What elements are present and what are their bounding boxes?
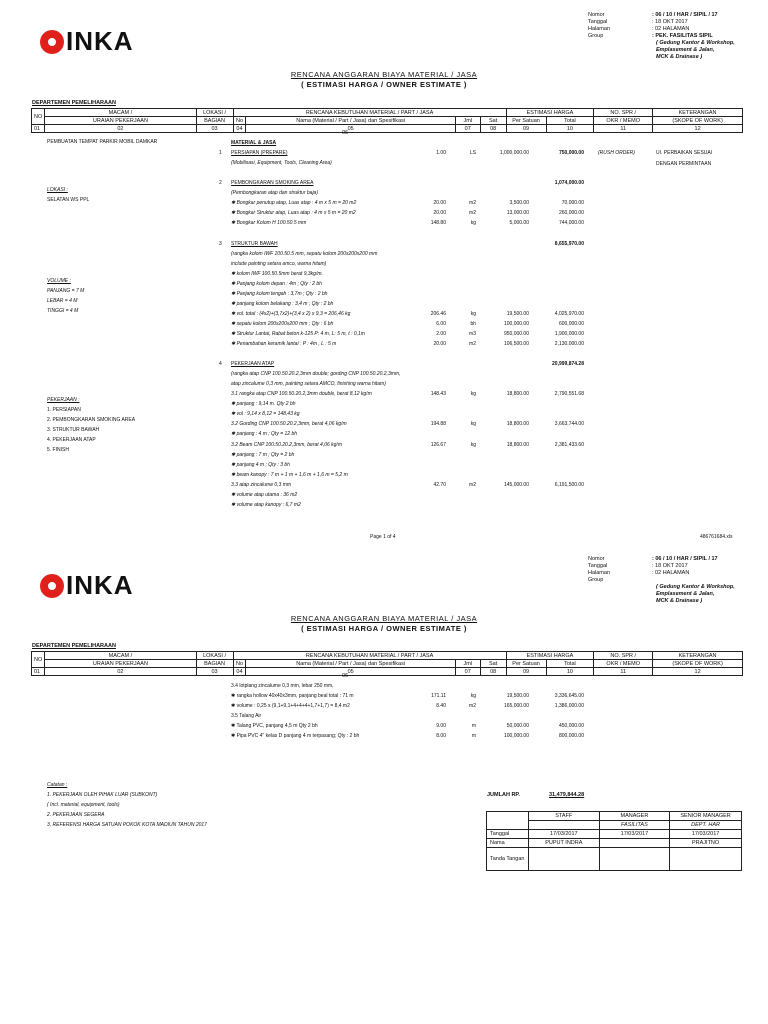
meta-label-halaman: Halaman	[588, 570, 611, 576]
inka-logo-mark-icon	[40, 574, 64, 598]
row-jml: 20.00	[433, 210, 446, 217]
row-name: ✱ Struktur Lantai, Rabat beton k-125 P: 4 m, L: 5 m, t : 0,1m	[231, 330, 365, 337]
meta-label-group: Group	[588, 577, 604, 583]
jumlah-label: JUMLAH RP.	[487, 792, 520, 798]
row-name: 3.5 Talang Air	[231, 713, 262, 719]
row-jml: 8.00	[436, 733, 446, 739]
meta-label-nomor: Nomor	[588, 556, 605, 562]
col-num-06: 06	[342, 130, 349, 136]
row-jml: 1.00	[436, 150, 446, 157]
row-name: PEKERJAAN ATAP	[231, 361, 275, 368]
row-name: ✱ Panjang kolom tengah : 3,7m ; Qty : 2 bh	[231, 290, 328, 297]
meta-value-tanggal: : 18 OKT 2017	[652, 563, 688, 569]
sig-tanggal: 17/03/2017	[528, 830, 599, 839]
meta-group-detail: MCK & Drainase )	[656, 598, 703, 604]
col-no2: No	[233, 660, 246, 668]
row-total: 20,999,874.28	[552, 361, 584, 368]
col-skope: (SKOPE OF WORK)	[653, 117, 743, 125]
meta-group-detail: Emplasement & Jalan,	[656, 47, 715, 53]
sig-sub: FASILITAS	[599, 821, 670, 830]
row-total: 450,000.00	[558, 723, 584, 729]
lokasi-label: LOKASI :	[47, 187, 68, 193]
row-name: ✱ beam kanopy : 7 m + 1 m + 1,6 m + 1,6 m = 5,2 m	[231, 471, 348, 478]
row-per-satuan: 145,000.00	[503, 481, 529, 488]
col-num: 11	[594, 125, 653, 133]
sig-col-senior-manager: SENIOR MANAGER	[670, 812, 742, 821]
row-sat: m2	[469, 703, 476, 709]
row-no: 2	[219, 180, 222, 187]
col-uraian: URAIAN PEKERJAAN	[45, 117, 196, 125]
keterangan-note: DENGAN PERMINTAAN	[656, 161, 712, 167]
col-num: 10	[546, 125, 594, 133]
row-per-satuan: 19,500.00	[506, 310, 529, 317]
sig-ttd-cell	[528, 848, 599, 871]
meta-label-nomor: Nomor	[588, 12, 605, 18]
row-name: ✱ panjang : 4 m ; Qty = 12 bh	[231, 431, 298, 438]
inka-logo	[40, 570, 134, 601]
meta-group-detail: ( Gedung Kantor & Workshop,	[656, 584, 735, 590]
inka-logo-mark-icon	[40, 30, 64, 54]
row-name: ✱ Penambahan keramik lantai : P : 4m , L : 5 m	[231, 341, 337, 347]
row-name: ✱ Talang PVC, panjang 4,5 m Qty 2 bh	[231, 723, 318, 729]
row-jml: 20.00	[433, 200, 446, 207]
sig-col-manager: MANAGER	[599, 812, 670, 821]
row-name: ✱ volume atap kanopy : 6,7 m2	[231, 501, 301, 508]
col-lokasi: LOKASI /	[196, 652, 233, 660]
col-num: 02	[45, 668, 196, 676]
meta-value-halaman: : 02 HALAMAN	[652, 26, 690, 32]
row-name: 3.3 atap zincalume 0,3 mm	[231, 481, 292, 488]
row-name: 3.2 Beam CNP 100.50.20.2,3mm, berat 4,06 kg/m	[231, 441, 342, 448]
sig-ttd-cell	[670, 848, 742, 871]
job-title: PEMBUATAN TEMPAT PARKIR MOBIL DAMKAR	[47, 139, 158, 145]
col-num: 11	[594, 668, 653, 676]
signature-table	[486, 811, 742, 871]
col-num: 01	[32, 668, 45, 676]
row-name: ✱ Bongkar Kolom H 100.50.5 mm	[231, 220, 307, 227]
row-sat: kg	[470, 220, 476, 227]
row-name: (rangka atap CNP 100.50.20.2,3mm double; gording CNP 100.50.20.2,3mm,	[231, 371, 401, 378]
row-jml: 8.40	[436, 703, 446, 709]
meta-group-detail: MCK & Drainase )	[656, 54, 703, 60]
row-name: ✱ volume : 0,25 x (9,1+9,1+4+4+4+1,7+1,7) = 8,4 m2	[231, 703, 350, 709]
row-per-satuan: 5,000.00	[509, 220, 529, 227]
volume-item: LEBAR = 4 M	[47, 298, 78, 304]
doc-title: RENCANA ANGGARAN BIAYA MATERIAL / JASA	[290, 614, 478, 623]
row-per-satuan: 100,000.00	[503, 733, 529, 739]
meta-label-halaman: Halaman	[588, 26, 611, 32]
col-no2: No	[233, 117, 246, 125]
row-name: atap zincalume 0,3 mm, painting setara AMCO, finishing warna hitam)	[231, 381, 386, 388]
row-total: 750,000.00	[558, 150, 584, 157]
row-sat: LS	[469, 150, 476, 157]
catatan-item: 1. PEKERJAAN OLEH PIHAK LUAR (SUBKONT)	[47, 792, 158, 798]
row-name: STRUKTUR BAWAH	[231, 240, 278, 247]
col-macam: MACAM /	[45, 109, 196, 117]
row-sat: m2	[469, 210, 476, 217]
file-name: 486761684.xls	[700, 534, 733, 540]
row-name: ✱ kolom IWF 100.50.5mm berat 9,3kg/m.	[231, 270, 323, 277]
volume-item: PANJANG = 7 M	[47, 288, 85, 294]
col-num: 02	[45, 125, 196, 133]
row-jml: 6.00	[436, 320, 446, 327]
col-okr: OKR / MEMO	[594, 117, 653, 125]
row-name: ✱ Bongkar penutup atap, Luas atap : 4 m x 5 m = 20 m2	[231, 200, 357, 207]
row-name: ✱ Panjang kolom depan : 4m ; Qty : 2 bh	[231, 280, 322, 287]
col-no: NO	[32, 652, 45, 668]
row-sat: bh	[470, 320, 476, 327]
row-total: 2,790,551.68	[554, 391, 584, 398]
col-nama: Nama (Material / Part / Jasa) dan Spesifikasi	[246, 660, 455, 668]
row-total: 4,025,970.00	[554, 310, 584, 317]
row-total: 800,000.00	[558, 733, 584, 739]
row-no: 3	[219, 240, 222, 247]
row-name: ✱ Pipa PVC 4" kelas D panjang 4 m terpasang; Qty : 2 bh	[231, 733, 360, 739]
row-per-satuan: 13,000.00	[506, 210, 529, 217]
sig-sub	[528, 821, 599, 830]
sig-sub: DEPT. HAR	[670, 821, 742, 830]
col-estimasi: ESTIMASI HARGA	[506, 652, 594, 660]
row-total: 1,386,000.00	[554, 703, 584, 709]
row-total: 744,000.00	[558, 220, 584, 227]
col-num: 01	[32, 125, 45, 133]
col-per-satuan: Per Satuan	[506, 660, 546, 668]
row-name: include painting setara amco, warna hitam)	[231, 260, 327, 267]
col-bagian: BAGIAN	[196, 117, 233, 125]
col-num: 03	[196, 668, 233, 676]
row-sat: m3	[469, 330, 476, 337]
col-num: 07	[455, 125, 480, 133]
doc-meta-labels	[588, 556, 610, 584]
catatan-label: Catatan :	[47, 782, 68, 788]
col-total: Total	[546, 117, 594, 125]
sig-nama: PUPUT INDRA	[528, 839, 599, 848]
spr-note: (RUSH ORDER)	[598, 150, 635, 156]
row-jml: 148.43	[430, 391, 446, 398]
row-total: 2,130,000.00	[554, 341, 584, 347]
page-number: Page 1 of 4	[370, 534, 396, 540]
col-num: 12	[653, 668, 743, 676]
col-num: 04	[233, 125, 246, 133]
row-name: (Pembongkaran atap dan struktur baja)	[231, 190, 318, 197]
sig-nama	[599, 839, 670, 848]
row-name: (rangka kolom IWF 100.50.5 mm, sepatu kolom 200x200x200 mm	[231, 250, 378, 257]
meta-value-halaman: : 02 HALAMAN	[652, 570, 690, 576]
col-nama: Nama (Material / Part / Jasa) dan Spesifikasi	[246, 117, 455, 125]
inka-logo	[40, 26, 134, 57]
row-name: MATERIAL & JASA	[231, 140, 277, 146]
col-num: 07	[455, 668, 480, 676]
col-uraian: URAIAN PEKERJAAN	[45, 660, 196, 668]
doc-subtitle: ( ESTIMASI HARGA / OWNER ESTIMATE )	[301, 80, 467, 89]
row-total: 260,000.00	[558, 210, 584, 217]
row-sat: kg	[470, 693, 476, 699]
col-num: 12	[653, 125, 743, 133]
col-number-row	[32, 668, 743, 676]
sig-nama-label: Nama	[487, 839, 529, 848]
row-per-satuan: 100,000.00	[503, 320, 529, 327]
row-total: 600,000.00	[558, 320, 584, 327]
row-per-satuan: 50,000.00	[506, 723, 529, 729]
row-name: ✱ panjang kolom belakang : 3,4 m ; Qty : 2 bh	[231, 300, 334, 307]
row-jml: 148.80	[430, 220, 446, 227]
col-rencana: RENCANA KEBUTUHAN MATERIAL / PART / JASA	[233, 109, 506, 117]
row-total: 6,191,500.00	[554, 481, 584, 488]
row-name: 3.2 Gording CNP 100.50.20.2,3mm, berat 4,06 kg/m	[231, 421, 347, 428]
meta-group-detail: ( Gedung Kantor & Workshop,	[656, 40, 735, 46]
row-per-satuan: 18,800.00	[506, 391, 529, 398]
sig-col-staff: STAFF	[528, 812, 599, 821]
row-name: PERSIAPAN (PREPARE)	[231, 150, 288, 157]
row-jml: 2.00	[436, 330, 446, 337]
col-macam: MACAM /	[45, 652, 196, 660]
catatan-item: 2. PEKERJAAN SEGERA	[47, 812, 105, 818]
row-sat: kg	[470, 421, 476, 428]
sig-ttd-label: Tanda Tangan	[487, 848, 529, 871]
col-estimasi: ESTIMASI HARGA	[506, 109, 594, 117]
row-name: (Mobilisasi, Equipment, Tools, Cleaning Area)	[231, 160, 332, 167]
volume-item: TINGGI = 4 M	[47, 308, 79, 314]
pekerjaan-item: 1. PERSIAPAN	[47, 407, 81, 413]
row-per-satuan: 18,800.00	[506, 421, 529, 428]
row-name: ✱ panjang : 9,14 m. Qty 2 bh	[231, 401, 296, 408]
doc-subtitle: ( ESTIMASI HARGA / OWNER ESTIMATE )	[301, 624, 467, 633]
row-jml: 9.00	[436, 723, 446, 729]
col-num: 03	[196, 125, 233, 133]
jumlah-value: 31,479,844.28	[549, 792, 585, 798]
col-jml: Jml	[455, 117, 480, 125]
col-lokasi: LOKASI /	[196, 109, 233, 117]
row-sat: m	[471, 733, 476, 739]
volume-label: VOLUME :	[47, 278, 71, 284]
sig-tanggal-label: Tanggal	[487, 830, 529, 839]
col-per-satuan: Per Satuan	[506, 117, 546, 125]
row-jml: 171.11	[431, 693, 446, 699]
row-name: PEMBONGKARAN SMOKING AREA	[231, 180, 314, 187]
col-num: 05	[246, 125, 455, 133]
meta-label-group: Group	[588, 33, 604, 39]
sig-tanggal: 17/03/2017	[670, 830, 742, 839]
col-sat: Sat	[480, 117, 506, 125]
row-total: 70,000.00	[561, 200, 584, 207]
row-no: 1	[219, 150, 222, 157]
row-jml: 126.67	[430, 441, 446, 448]
meta-value-tanggal: : 18 OKT 2017	[652, 19, 688, 25]
row-total: 1,074,000.00	[554, 180, 584, 187]
pekerjaan-item: 4. PEKERJAAN ATAP	[47, 437, 96, 443]
row-per-satuan: 1,000,000.00	[499, 150, 529, 157]
department-label: DEPARTEMEN PEMELIHARAAN	[32, 643, 116, 649]
col-sat: Sat	[480, 660, 506, 668]
row-sat: m2	[469, 200, 476, 207]
row-sat: kg	[470, 441, 476, 448]
col-num: 08	[480, 125, 506, 133]
row-sat: m2	[469, 341, 476, 347]
doc-meta-values	[652, 556, 735, 605]
row-jml: 42.70	[433, 481, 446, 488]
row-per-satuan: 3,500.00	[509, 200, 529, 207]
row-jml: 206.46	[430, 310, 446, 317]
row-jml: 20.00	[433, 341, 446, 347]
row-name: ✱ rangka hollow 40x40x3mm, panjang beal total : 71 m	[231, 693, 354, 699]
col-total: Total	[546, 660, 594, 668]
row-sat: kg	[470, 310, 476, 317]
pekerjaan-item: 5. FINISH	[47, 447, 69, 453]
col-number-row	[32, 125, 743, 133]
pekerjaan-label: PEKERJAAN :	[47, 397, 80, 403]
col-num: 09	[506, 668, 546, 676]
col-okr: OKR / MEMO	[594, 660, 653, 668]
row-per-satuan: 950,000.00	[503, 330, 529, 337]
row-total: 3,663,744.00	[554, 421, 584, 428]
row-name: ✱ panjang : 7 m ; Qty = 2 bh	[231, 451, 295, 458]
col-spr: NO. SPR /	[594, 652, 653, 660]
row-name: 3.1 rangka atap CNP 100.50.20.2,3mm double, berat 8,12 kg/m	[231, 391, 372, 398]
meta-value-nomor: : 06 / 10 / HAR / SIPIL / 17	[652, 12, 718, 18]
row-name: ✱ panjang 4 m ; Qty : 3 bh	[231, 461, 290, 468]
catatan-item: 3. REFERENSI HARGA SATUAN POKOK KOTA MADIUN TAHUN 2017	[47, 822, 207, 828]
doc-meta-values	[652, 12, 735, 61]
col-num: 10	[546, 668, 594, 676]
row-name: ✱ sepatu kolom 200x200x200 mm ; Qty : 6 bh	[231, 320, 334, 327]
lokasi-value: SELATAN WS PPL	[47, 197, 90, 203]
row-sat: kg	[470, 391, 476, 398]
row-sat: m	[471, 723, 476, 729]
catatan-item: ( Incl. material, equipment, tools)	[47, 802, 120, 808]
col-jml: Jml	[455, 660, 480, 668]
doc-title: RENCANA ANGGARAN BIAYA MATERIAL / JASA	[290, 70, 478, 79]
sig-nama: PRAJITNO	[670, 839, 742, 848]
col-num: 05	[246, 668, 455, 676]
pekerjaan-item: 2. PEMBONGKARAN SMOKING AREA	[47, 417, 136, 423]
row-per-satuan: 106,500.00	[503, 341, 529, 347]
pekerjaan-item: 3. STRUKTUR BAWAH	[47, 427, 100, 433]
meta-value-group: : PEK. FASILITAS SIPIL	[652, 33, 713, 39]
table-header	[31, 651, 743, 676]
keterangan-note: UI. PERBAIKAN SESUAI	[656, 150, 713, 156]
col-skope: (SKOPE OF WORK)	[653, 660, 743, 668]
doc-meta-labels	[588, 12, 610, 40]
meta-label-tanggal: Tanggal	[588, 563, 608, 569]
department-label: DEPARTEMEN PEMELIHARAAN	[32, 100, 116, 106]
row-per-satuan: 19,500.00	[506, 693, 529, 699]
row-no: 4	[219, 361, 222, 368]
meta-group-detail: Emplasement & Jalan,	[656, 591, 715, 597]
col-spr: NO. SPR /	[594, 109, 653, 117]
row-name: ✱ volume atap utama : 36 m2	[231, 491, 298, 498]
inka-logo-text: INKA	[66, 570, 134, 600]
meta-label-tanggal: Tanggal	[588, 19, 608, 25]
inka-logo-text: INKA	[66, 26, 134, 56]
col-keterangan: KETERANGAN	[653, 652, 743, 660]
col-bagian: BAGIAN	[196, 660, 233, 668]
sig-tanggal: 17/03/2017	[599, 830, 670, 839]
meta-value-nomor: : 06 / 10 / HAR / SIPIL / 17	[652, 556, 718, 562]
row-per-satuan: 18,800.00	[506, 441, 529, 448]
row-total: 8,655,970.00	[554, 240, 584, 247]
row-name: ✱ vol : 9,14 x 8,12 = 148,43 kg	[231, 411, 300, 418]
row-sat: m2	[469, 481, 476, 488]
row-jml: 194.88	[430, 421, 446, 428]
row-per-satuan: 165,000.00	[503, 703, 529, 709]
col-keterangan: KETERANGAN	[653, 109, 743, 117]
sig-ttd-cell	[599, 848, 670, 871]
col-rencana: RENCANA KEBUTUHAN MATERIAL / PART / JASA	[233, 652, 506, 660]
row-name: ✱ vol. total : (4x2)+(3,7x2)+(3,4 x 2) x 9,3 = 206,46 kg	[231, 310, 351, 317]
col-no: NO	[32, 109, 45, 125]
row-name: ✱ Bongkar Struktur atap, Luas atap : 4 m x 5 m = 20 m2	[231, 210, 356, 217]
col-num: 04	[233, 668, 246, 676]
row-name: 3.4 lotplang zincalume 0,3 mm, lebar 250 mm,	[231, 683, 334, 689]
row-total: 1,900,000.00	[554, 330, 584, 337]
col-num-06: 06	[342, 673, 349, 679]
row-total: 3,336,645.00	[554, 693, 584, 699]
table-header	[31, 108, 743, 133]
col-num: 09	[506, 125, 546, 133]
row-total: 2,381,433.60	[554, 441, 584, 448]
col-num: 08	[480, 668, 506, 676]
